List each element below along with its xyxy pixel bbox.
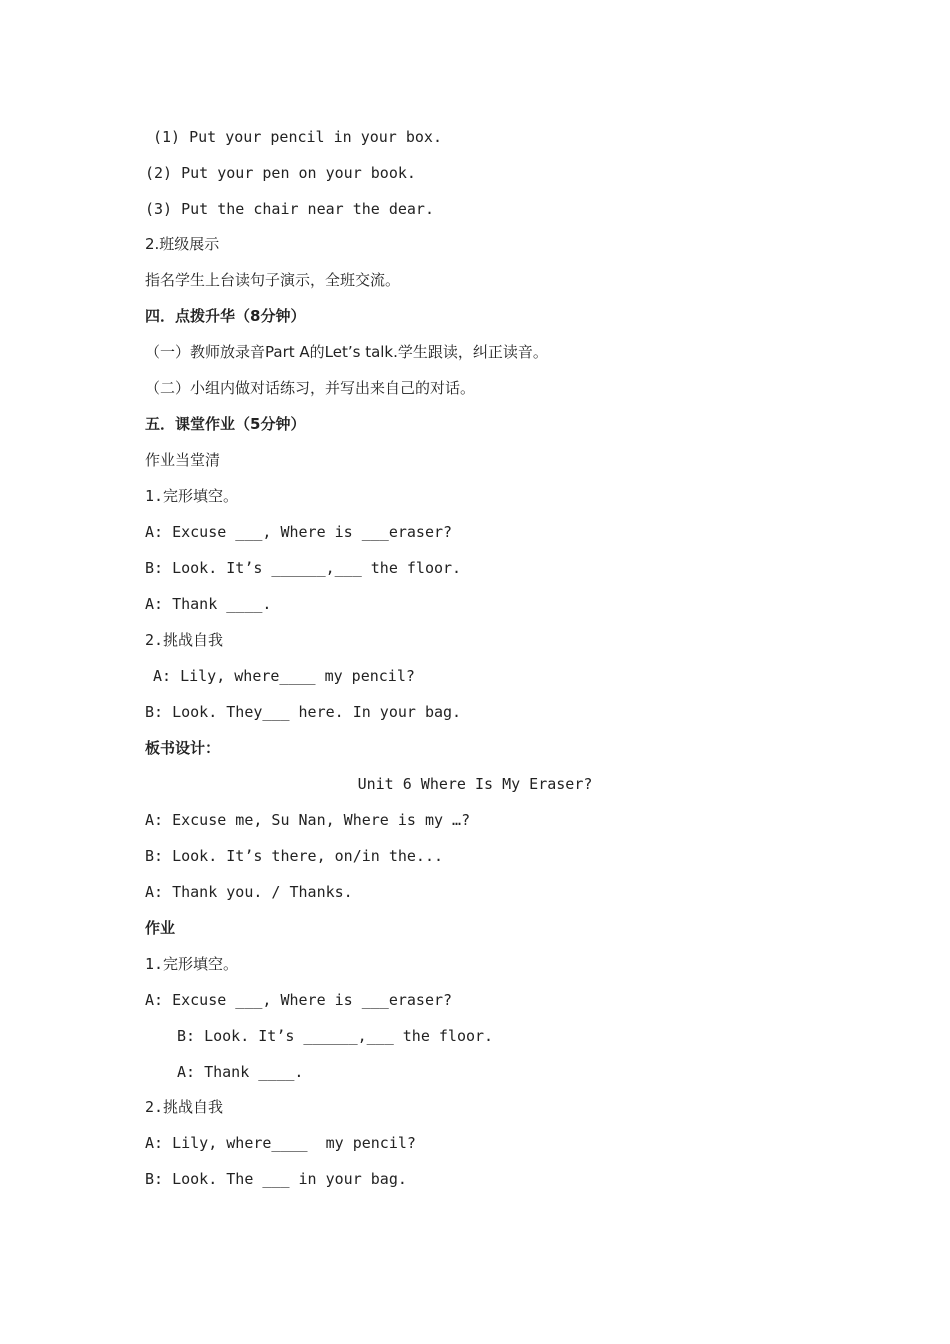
board-line-b: B: Look. It’s there, on/in the...: [145, 847, 444, 865]
board-line-a2: A: Thank you. / Thanks.: [145, 883, 353, 901]
class-display-text: 指名学生上台读句子演示，全班交流。: [145, 271, 401, 289]
cloze-heading: 1.完形填空。: [145, 487, 239, 505]
section-5-heading: 五．课堂作业（5分钟）: [145, 415, 306, 433]
hw-challenge-line-b: B: Look. The ___ in your bag.: [145, 1170, 407, 1188]
hw-cloze-line-b1: B: Look. It’s ______,___ the floor.: [177, 1027, 494, 1045]
hw-challenge-line-a: A: Lily, where____ my pencil?: [145, 1134, 416, 1152]
homework-heading: 作业: [145, 919, 176, 937]
hw-cloze-line-a1: A: Excuse ___, Where is ___eraser?: [145, 991, 453, 1009]
hw-challenge-heading: 2.挑战自我: [145, 1098, 224, 1116]
instruction-2: (2) Put your pen on your book.: [145, 164, 416, 182]
homework-in-class: 作业当堂清: [145, 451, 221, 469]
challenge-line-b: B: Look. They___ here. In your bag.: [145, 703, 462, 721]
instruction-1: (1) Put your pencil in your box.: [153, 128, 442, 146]
cloze-line-b1: B: Look. It’s ______,___ the floor.: [145, 559, 462, 577]
section-4-item-1: （一）教师放录音Part A的Let’s talk.学生跟读，纠正读音。: [145, 343, 548, 361]
instruction-3: (3) Put the chair near the dear.: [145, 200, 434, 218]
cloze-line-a1: A: Excuse ___, Where is ___eraser?: [145, 523, 453, 541]
challenge-line-a: A: Lily, where____ my pencil?: [153, 667, 415, 685]
challenge-heading: 2.挑战自我: [145, 631, 224, 649]
board-line-a1: A: Excuse me, Su Nan, Where is my …?: [145, 811, 471, 829]
board-title: Unit 6 Where Is My Eraser?: [357, 775, 593, 793]
section-4-item-2: （二）小组内做对话练习，并写出来自己的对话。: [145, 379, 476, 397]
section-4-heading: 四．点拨升华（8分钟）: [145, 307, 306, 325]
cloze-line-a2: A: Thank ____.: [145, 595, 272, 613]
hw-cloze-line-a2: A: Thank ____.: [177, 1063, 304, 1081]
class-display-heading: 2.班级展示: [145, 235, 220, 253]
hw-cloze-heading: 1.完形填空。: [145, 955, 239, 973]
board-design-heading: 板书设计：: [145, 739, 221, 757]
